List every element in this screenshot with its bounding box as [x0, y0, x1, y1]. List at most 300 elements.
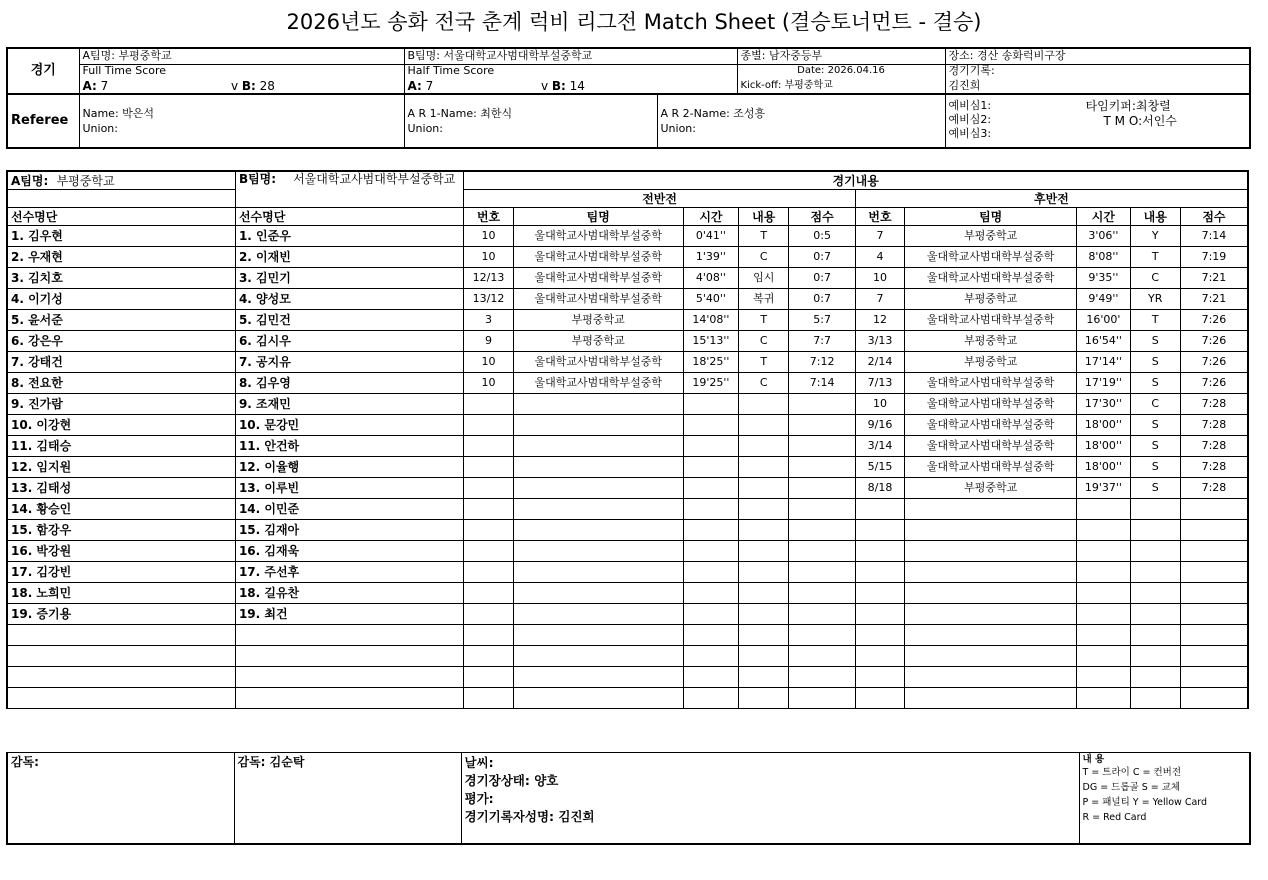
first-half-num [464, 499, 513, 520]
first-half-tm [683, 415, 738, 436]
second-half-team [905, 541, 1077, 562]
table-row [7, 583, 1248, 604]
first-half-ct [739, 667, 789, 688]
second-half-tm [1077, 625, 1130, 646]
second-half-num [855, 688, 904, 709]
second-half-tm: 16'54'' [1077, 331, 1130, 352]
first-half-tm [683, 625, 738, 646]
first-half-sc: 7:14 [789, 373, 855, 394]
first-half-tm [683, 499, 738, 520]
second-half-team [905, 583, 1077, 604]
first-half-sc: 7:12 [789, 352, 855, 373]
first-half-tm [683, 646, 738, 667]
first-half-num [464, 667, 513, 688]
half-a-label: A: [407, 78, 422, 93]
player-a: 16. 박강원 [7, 541, 235, 562]
first-half-num: 3 [464, 310, 513, 331]
coach-b [234, 753, 461, 844]
second-half-tm: 18'00'' [1077, 457, 1130, 478]
first-half-team [513, 688, 683, 709]
second-half-tm: 9'49'' [1077, 289, 1130, 310]
second-half-team: 울대학교사범대학부설중학 [905, 457, 1077, 478]
first-half-sc: 5:7 [789, 310, 855, 331]
recorder-name: 김진희 [945, 78, 1250, 94]
first-half-sc: 0:7 [789, 289, 855, 310]
second-half-team: 부평중학교 [905, 331, 1077, 352]
officials-info [945, 94, 1250, 148]
half-time-score [404, 78, 737, 94]
table-row [7, 226, 1248, 247]
table-row [7, 352, 1248, 373]
first-half-team: 부평중학교 [513, 331, 683, 352]
second-half-ct: C [1130, 268, 1180, 289]
first-half-ct [739, 499, 789, 520]
player-a [7, 646, 235, 667]
second-half-team [905, 604, 1077, 625]
second-half-ct [1130, 562, 1180, 583]
referee-name: Name: 박은석 [82, 107, 155, 120]
player-a: 4. 이기성 [7, 289, 235, 310]
col-team-2: 팀명 [905, 208, 1077, 226]
full-time-label: Full Time Score [79, 64, 404, 78]
table-row [7, 331, 1248, 352]
first-half-tm [683, 457, 738, 478]
category: 종별: 남자중등부 [737, 48, 945, 64]
table-row [7, 604, 1248, 625]
ar1-union: Union: [407, 122, 443, 135]
first-half-ct [739, 520, 789, 541]
table-row [7, 688, 1248, 709]
col-players-a: 선수명단 [7, 208, 235, 226]
first-half-team [513, 604, 683, 625]
first-half-label: 전반전 [464, 190, 855, 208]
player-b: 11. 안건하 [235, 436, 463, 457]
player-a: 6. 강은우 [7, 331, 235, 352]
first-half-num [464, 457, 513, 478]
first-half-team [513, 562, 683, 583]
team-b-header [235, 171, 463, 208]
first-half-num: 13/12 [464, 289, 513, 310]
second-half-ct [1130, 646, 1180, 667]
second-half-tm [1077, 646, 1130, 667]
player-a [7, 688, 235, 709]
second-half-sc: 7:28 [1180, 478, 1248, 499]
first-half-num: 12/13 [464, 268, 513, 289]
second-half-tm: 3'06'' [1077, 226, 1130, 247]
second-half-ct [1130, 688, 1180, 709]
player-b: 12. 이율행 [235, 457, 463, 478]
table-row [7, 457, 1248, 478]
team-a: 부평중학교 [56, 173, 115, 188]
second-half-ct [1130, 583, 1180, 604]
player-b: 17. 주선후 [235, 562, 463, 583]
first-half-sc: 0:7 [789, 268, 855, 289]
first-half-ct [739, 478, 789, 499]
table-row [7, 478, 1248, 499]
second-half-num: 7 [855, 226, 904, 247]
first-half-team [513, 583, 683, 604]
second-half-num: 10 [855, 394, 904, 415]
first-half-num [464, 541, 513, 562]
first-half-tm [683, 667, 738, 688]
second-half-team: 울대학교사범대학부설중학 [905, 436, 1077, 457]
team-b: 서울대학교사범대학부설중학교 [293, 172, 456, 186]
first-half-team [513, 415, 683, 436]
first-half-tm [683, 478, 738, 499]
second-half-sc [1180, 562, 1248, 583]
team-b-header-label: B팀명: [238, 172, 277, 186]
first-half-team [513, 436, 683, 457]
second-half-tm: 18'00'' [1077, 415, 1130, 436]
player-b: 5. 김민건 [235, 310, 463, 331]
half-time-label: Half Time Score [404, 64, 737, 78]
record-label: 경기기록: [945, 64, 1250, 78]
second-half-num: 10 [855, 268, 904, 289]
full-b-score: 28 [259, 78, 275, 93]
table-row [7, 247, 1248, 268]
second-half-sc: 7:21 [1180, 268, 1248, 289]
full-a-score: 7 [100, 78, 109, 93]
first-half-tm: 14'08'' [683, 310, 738, 331]
player-a: 15. 함강우 [7, 520, 235, 541]
second-half-team [905, 646, 1077, 667]
page-title: 2026년도 송화 전국 춘계 럭비 리그전 Match Sheet (결승토너먼트 - 결승) [286, 10, 982, 34]
second-half-num: 3/13 [855, 331, 904, 352]
second-half-num: 5/15 [855, 457, 904, 478]
first-half-ct [739, 583, 789, 604]
player-b: 4. 양성모 [235, 289, 463, 310]
second-half-sc: 7:26 [1180, 352, 1248, 373]
second-half-num: 8/18 [855, 478, 904, 499]
first-half-team: 울대학교사범대학부설중학 [513, 247, 683, 268]
first-half-tm [683, 394, 738, 415]
player-b: 3. 김민기 [235, 268, 463, 289]
second-half-team: 울대학교사범대학부설중학 [905, 373, 1077, 394]
player-b: 14. 이민준 [235, 499, 463, 520]
player-b: 6. 김시우 [235, 331, 463, 352]
player-b: 2. 이재빈 [235, 247, 463, 268]
team-a-header [7, 171, 235, 190]
tmo: T M O:서인수 [1103, 114, 1177, 128]
second-half-sc: 7:28 [1180, 394, 1248, 415]
first-half-sc: 0:5 [789, 226, 855, 247]
second-half-num: 12 [855, 310, 904, 331]
second-half-ct: S [1130, 478, 1180, 499]
second-half-sc [1180, 499, 1248, 520]
second-half-num [855, 646, 904, 667]
col-number-2: 번호 [855, 208, 904, 226]
first-half-tm: 15'13'' [683, 331, 738, 352]
first-half-num [464, 415, 513, 436]
first-half-tm: 18'25'' [683, 352, 738, 373]
second-half-sc: 7:14 [1180, 226, 1248, 247]
full-a-label: A: [82, 78, 97, 93]
venue: 장소: 경산 송화럭비구장 [945, 48, 1250, 64]
table-row [7, 436, 1248, 457]
second-half-sc: 7:26 [1180, 331, 1248, 352]
player-a: 13. 김태성 [7, 478, 235, 499]
col-number-1: 번호 [464, 208, 513, 226]
second-half-ct [1130, 667, 1180, 688]
second-half-num: 7/13 [855, 373, 904, 394]
first-half-num [464, 562, 513, 583]
second-half-team: 울대학교사범대학부설중학 [905, 310, 1077, 331]
second-half-sc: 7:21 [1180, 289, 1248, 310]
first-half-sc [789, 499, 855, 520]
player-b: 16. 김재욱 [235, 541, 463, 562]
first-half-tm [683, 541, 738, 562]
timekeeper: 타임키퍼:최창렬 [1085, 99, 1171, 113]
first-half-num: 9 [464, 331, 513, 352]
first-half-ct: C [739, 247, 789, 268]
first-half-team [513, 499, 683, 520]
player-b: 1. 인준우 [235, 226, 463, 247]
second-half-num [855, 562, 904, 583]
first-half-sc [789, 394, 855, 415]
first-half-ct: 임시 [739, 268, 789, 289]
reserve-3: 예비심3: [948, 127, 992, 140]
half-a-score: 7 [425, 78, 434, 93]
table-row [7, 499, 1248, 520]
player-a: 12. 임지원 [7, 457, 235, 478]
team-b-name: B팀명: 서울대학교사범대학부설중학교 [404, 48, 737, 64]
second-half-ct: S [1130, 457, 1180, 478]
player-a: 2. 우재현 [7, 247, 235, 268]
half-v: v [540, 78, 549, 93]
first-half-ct [739, 394, 789, 415]
first-half-num: 10 [464, 373, 513, 394]
team-a-name: A팀명: 부평중학교 [79, 48, 404, 64]
first-half-ct [739, 625, 789, 646]
second-half-team: 울대학교사범대학부설중학 [905, 247, 1077, 268]
first-half-team: 울대학교사범대학부설중학 [513, 289, 683, 310]
match-date: Date: 2026.04.16 [737, 64, 945, 78]
player-a: 7. 강태건 [7, 352, 235, 373]
second-half-ct [1130, 520, 1180, 541]
first-half-sc: 0:7 [789, 247, 855, 268]
game-label: 경기 [7, 48, 79, 94]
second-half-tm [1077, 541, 1130, 562]
first-half-num: 10 [464, 226, 513, 247]
player-a: 8. 전요한 [7, 373, 235, 394]
footer-table [6, 752, 1251, 845]
second-half-tm: 19'37'' [1077, 478, 1130, 499]
table-row [7, 541, 1248, 562]
first-half-tm [683, 583, 738, 604]
second-half-sc: 7:26 [1180, 310, 1248, 331]
second-half-sc: 7:28 [1180, 415, 1248, 436]
first-half-ct: 복귀 [739, 289, 789, 310]
col-time-1: 시간 [683, 208, 738, 226]
col-time-2: 시간 [1077, 208, 1130, 226]
second-half-team [905, 667, 1077, 688]
player-b: 15. 김재아 [235, 520, 463, 541]
second-half-num: 3/14 [855, 436, 904, 457]
table-row [7, 625, 1248, 646]
player-b: 19. 최건 [235, 604, 463, 625]
full-time-score [79, 78, 404, 94]
second-half-tm [1077, 604, 1130, 625]
coach-b-text: 감독: 김순탁 [237, 755, 305, 769]
player-b [235, 646, 463, 667]
first-half-team: 부평중학교 [513, 310, 683, 331]
second-half-num: 9/16 [855, 415, 904, 436]
first-half-sc [789, 562, 855, 583]
match-notes [461, 753, 1079, 844]
second-half-ct: S [1130, 352, 1180, 373]
second-half-team: 부평중학교 [905, 478, 1077, 499]
first-half-num [464, 394, 513, 415]
first-half-ct [739, 415, 789, 436]
game-content-label: 경기내용 [464, 171, 1248, 190]
legend-title: 내 용 [1082, 754, 1105, 765]
second-half-ct: Y [1130, 226, 1180, 247]
second-half-tm [1077, 688, 1130, 709]
second-half-ct: S [1130, 331, 1180, 352]
second-half-tm [1077, 583, 1130, 604]
referee-label: Referee [7, 94, 79, 148]
first-half-sc [789, 457, 855, 478]
second-half-num [855, 583, 904, 604]
player-b: 8. 김우영 [235, 373, 463, 394]
reserve-2: 예비심2: [948, 113, 992, 126]
evaluation: 평가: [464, 791, 494, 806]
second-half-num: 4 [855, 247, 904, 268]
team-a-header-label: A팀명: [11, 173, 49, 188]
col-team-1: 팀명 [513, 208, 683, 226]
col-content-1: 내용 [739, 208, 789, 226]
first-half-tm [683, 436, 738, 457]
second-half-team: 부평중학교 [905, 226, 1077, 247]
second-half-team [905, 562, 1077, 583]
table-row [7, 310, 1248, 331]
second-half-tm: 17'14'' [1077, 352, 1130, 373]
first-half-sc [789, 646, 855, 667]
first-half-tm: 5'40'' [683, 289, 738, 310]
second-half-ct [1130, 604, 1180, 625]
first-half-team [513, 520, 683, 541]
table-row [7, 268, 1248, 289]
col-score-2: 점수 [1180, 208, 1248, 226]
first-half-ct: C [739, 373, 789, 394]
first-half-num: 10 [464, 352, 513, 373]
player-a: 10. 이강현 [7, 415, 235, 436]
second-half-tm: 9'35'' [1077, 268, 1130, 289]
player-a: 18. 노희민 [7, 583, 235, 604]
legend-line: R = Red Card [1082, 812, 1147, 823]
second-half-num [855, 520, 904, 541]
second-half-team [905, 520, 1077, 541]
second-half-team [905, 625, 1077, 646]
tk-tmo [1086, 99, 1177, 129]
table-row [7, 667, 1248, 688]
second-half-num [855, 541, 904, 562]
first-half-sc: 7:7 [789, 331, 855, 352]
second-half-sc: 7:26 [1180, 373, 1248, 394]
player-b [235, 688, 463, 709]
second-half-ct [1130, 625, 1180, 646]
player-b: 9. 조재민 [235, 394, 463, 415]
second-half-tm [1077, 499, 1130, 520]
legend-line: DG = 드롭골 S = 교체 [1082, 782, 1181, 793]
second-half-sc [1180, 688, 1248, 709]
second-half-team: 부평중학교 [905, 352, 1077, 373]
half-b-label: B: [551, 78, 566, 93]
kickoff: Kick-off: 부평중학교 [737, 78, 945, 94]
coach-a: 감독: [7, 753, 234, 844]
player-a: 17. 김강빈 [7, 562, 235, 583]
first-half-tm [683, 520, 738, 541]
first-half-team [513, 646, 683, 667]
first-half-ct [739, 436, 789, 457]
first-half-num [464, 478, 513, 499]
second-half-sc: 7:28 [1180, 457, 1248, 478]
first-half-team: 울대학교사범대학부설중학 [513, 268, 683, 289]
ar1-name: A R 1-Name: 최한식 [407, 107, 513, 120]
table-row [7, 394, 1248, 415]
second-half-ct: YR [1130, 289, 1180, 310]
player-a: 9. 진가람 [7, 394, 235, 415]
first-half-num [464, 436, 513, 457]
match-content-table [6, 170, 1249, 709]
ar1-info [404, 94, 657, 148]
first-half-tm: 1'39'' [683, 247, 738, 268]
first-half-num [464, 625, 513, 646]
second-half-num: 2/14 [855, 352, 904, 373]
first-half-sc [789, 625, 855, 646]
second-half-sc [1180, 667, 1248, 688]
second-half-sc [1180, 583, 1248, 604]
second-half-num [855, 625, 904, 646]
second-half-tm: 18'00'' [1077, 436, 1130, 457]
first-half-tm [683, 688, 738, 709]
second-half-sc: 7:19 [1180, 247, 1248, 268]
blank-cell [7, 190, 235, 208]
first-half-tm [683, 562, 738, 583]
second-half-team: 울대학교사범대학부설중학 [905, 268, 1077, 289]
first-half-ct [739, 688, 789, 709]
ar2-info [657, 94, 945, 148]
legend-line: P = 패널티 Y = Yellow Card [1082, 797, 1208, 808]
player-b: 13. 이루빈 [235, 478, 463, 499]
table-row [7, 562, 1248, 583]
second-half-num [855, 604, 904, 625]
col-players-b: 선수명단 [235, 208, 463, 226]
first-half-ct: T [739, 310, 789, 331]
first-half-team [513, 541, 683, 562]
player-b [235, 667, 463, 688]
second-half-tm: 8'08'' [1077, 247, 1130, 268]
player-a: 14. 황승인 [7, 499, 235, 520]
first-half-team: 울대학교사범대학부설중학 [513, 373, 683, 394]
second-half-ct [1130, 499, 1180, 520]
player-b: 7. 공지유 [235, 352, 463, 373]
second-half-sc [1180, 625, 1248, 646]
table-row [7, 373, 1248, 394]
table-row [7, 289, 1248, 310]
reserve-list [949, 99, 992, 141]
first-half-team [513, 394, 683, 415]
first-half-team [513, 625, 683, 646]
ar2-name: A R 2-Name: 조성흥 [660, 107, 766, 120]
ar2-union: Union: [660, 122, 696, 135]
second-half-tm [1077, 667, 1130, 688]
second-half-team [905, 688, 1077, 709]
second-half-sc: 7:28 [1180, 436, 1248, 457]
first-half-sc [789, 604, 855, 625]
first-half-tm [683, 604, 738, 625]
first-half-ct [739, 646, 789, 667]
